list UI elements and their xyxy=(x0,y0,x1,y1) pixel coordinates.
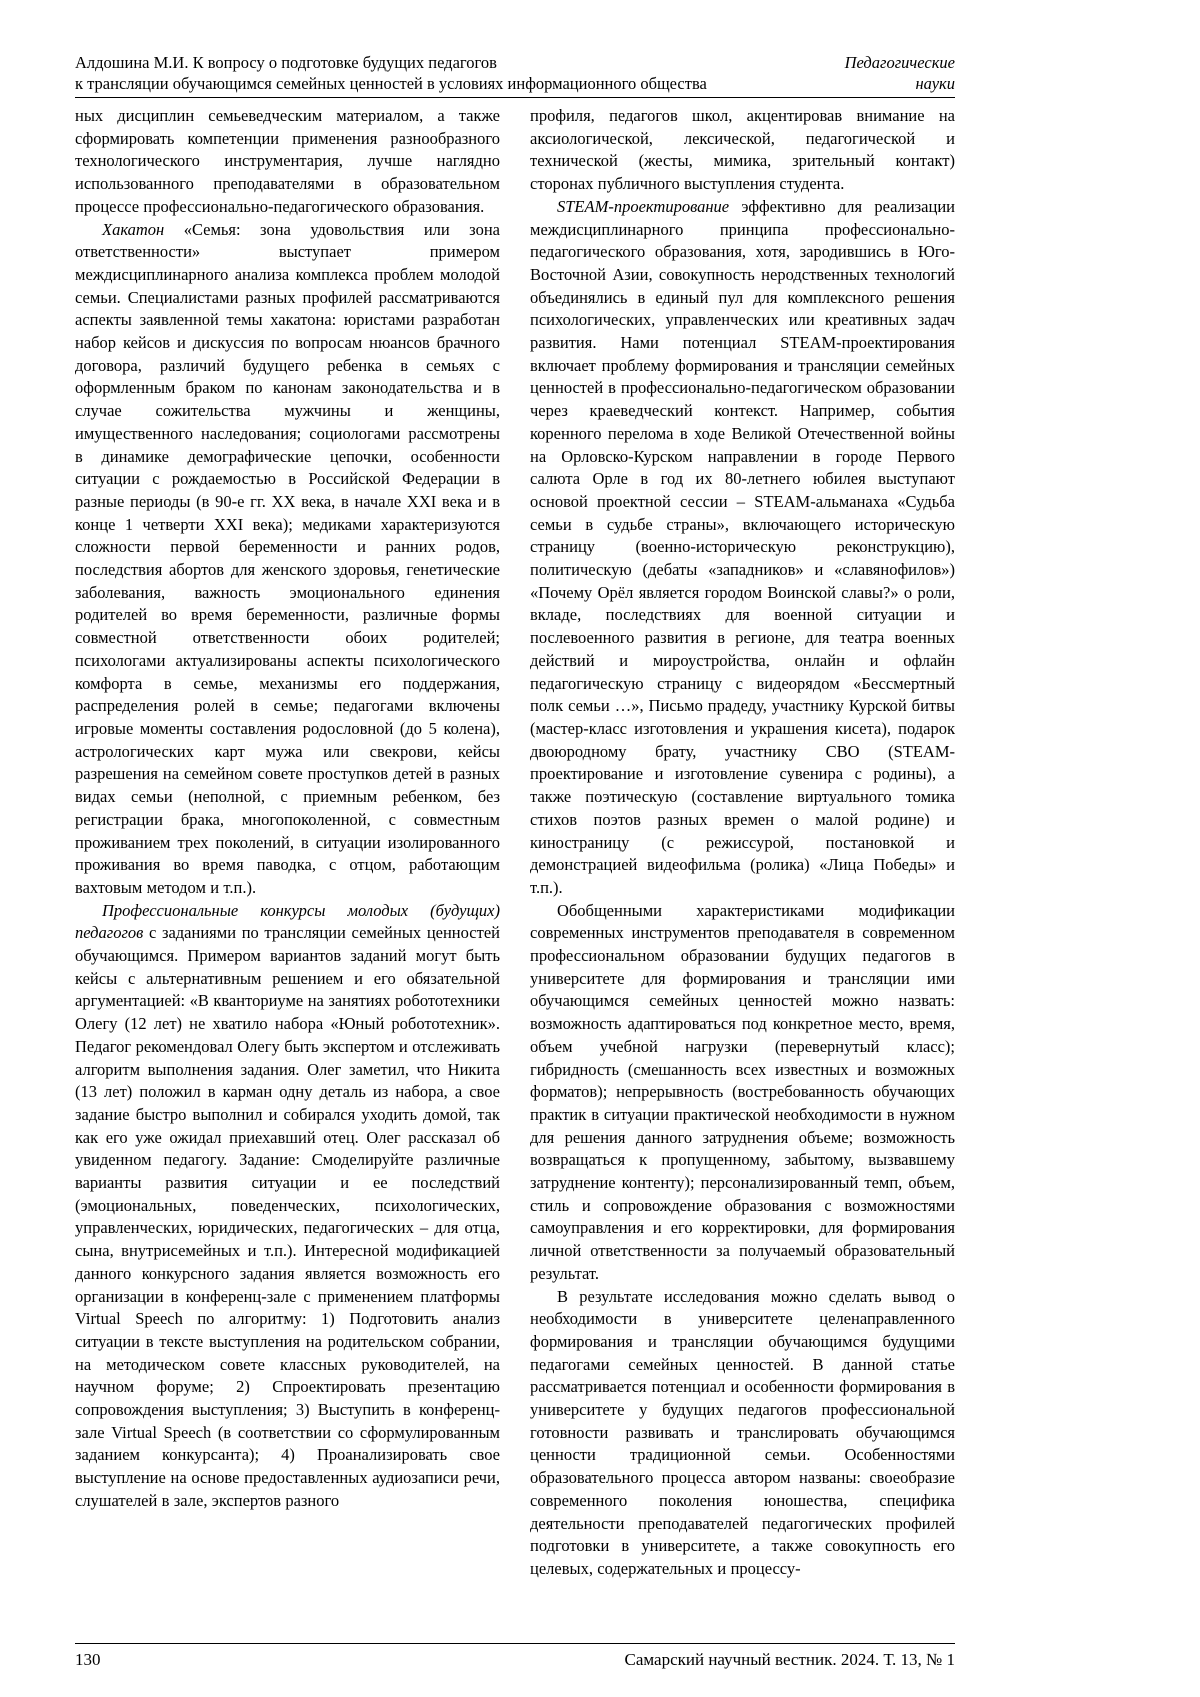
running-head xyxy=(75,52,955,98)
journal-reference: Самарский научный вестник. 2024. Т. 13, № 1 xyxy=(624,1650,955,1669)
footer-rule xyxy=(75,1643,955,1644)
paragraph xyxy=(75,105,500,219)
paragraph xyxy=(530,900,955,1286)
paragraph xyxy=(530,105,955,196)
paragraph xyxy=(75,900,500,1513)
header-rule xyxy=(75,97,955,98)
paragraph-text: Обобщенными характеристиками модификации современных инструментов преподавателя в современном профессиональном образовании будущих педагогов в университете для формирования и трансляции ими обучающимся семейных ценностей можно назвать: возможность адаптироваться под конкретное место, время, объем учебной нагрузки (перевернутый класс); гибридность (смешанность всех известных и возможных форматов); непрерывность (востребованность обучающих практик в ситуации практической необходимости в нужном для решения данного затруднения объеме; возможность возвращаться к пропущенному, забытому, вызвавшему затруднение контенту); персонализированный темп, объем, стиль и сопровождение образования с возможностями самоуправления и его корректировки, для формирования личной ответственности за получаемый образовательный результат. xyxy=(530,900,955,1283)
paragraph-text: В результате исследования можно сделать вывод о необходимости в университете целенаправленного формирования и трансляции обучающимся будущими педагогами семейных ценностей. В данной статье рассматривается потенциал и особенности формирования в университете у будущих педагогов профессиональной готовности развивать и транслировать обучающимся ценности традиционной семьи. Особенностями образовательного процесса автором названы: своеобразие современного поколения юношества, специфика деятельности преподавателей педагогических профилей подготовки в университете, а также совокупность его целевых, содержательных и процессу- xyxy=(530,1286,955,1578)
running-head-row xyxy=(75,52,955,94)
section-label-line1: Педагогические xyxy=(844,53,955,72)
running-head-section xyxy=(845,52,955,94)
paragraph-text: ных дисциплин семьеведческим материалом, а также сформировать компетенции применения разнообразного технологического инструментария, лучше наглядно использованного преподавателями в образовательном процессе профессионально-педагогического образования. xyxy=(75,106,500,216)
column-right xyxy=(530,105,955,1581)
footer-row xyxy=(75,1649,955,1671)
running-head-title xyxy=(75,52,707,94)
running-head-line2: к трансляции обучающимся семейных ценностей в условиях информационного общества xyxy=(75,74,707,93)
section-label-line2: науки xyxy=(915,74,955,93)
article-body xyxy=(75,105,955,1581)
page-number: 130 xyxy=(75,1650,101,1669)
paragraph-text: с заданиями по трансляции семейных ценностей обучающимся. Примером вариантов заданий могут быть кейсы с альтернативным решением и его обязательной аргументацией: «В кванториуме на занятиях робототехники Олегу (12 лет) не хватило набора «Юный робототехник». Педагог рекомендовал Олегу быть экспертом и отслеживать алгоритм выполнения задания. Олег заметил, что Никита (13 лет) положил в карман одну деталь из набора, а свое задание быстро выполнил и собирался уходить домой, так как его уже ожидал приехавший отец. Олег рассказал об увиденном педагогу. Задание: Смоделируйте различные варианты развития ситуации и ее последствий (эмоциональных, поведенческих, психологических, управленческих, юридических, педагогических – для отца, сына, внутрисемейных и т.п.). Интересной модификацией данного конкурсного задания является возможность его организации в конференц-зале с применением платформы Virtual Speech по алгоритму: 1) Подготовить анализ ситуации в тексте выступления на родительском собрании, на методическом совете классных руководителей, на научном форуме; 2) Спроектировать презентацию сопровождения выступления; 3) Выступить в конференц-зале Virtual Speech (в соответствии со сформулированным заданием конкурсанта); 4) Проанализировать свое выступление на основе предоставленных аудиозаписи речи, слушателей в зале, экспертов разного xyxy=(75,923,500,1510)
paragraph xyxy=(530,1286,955,1581)
paragraph-text: профиля, педагогов школ, акцентировав внимание на аксиологической, лексической, педагогической и технической (жесты, мимика, зрительный контакт) сторонах публичного выступления студента. xyxy=(530,106,955,194)
column-left xyxy=(75,105,500,1581)
page-footer xyxy=(75,1643,955,1671)
paragraph xyxy=(75,219,500,900)
paragraph-lead-italic: Хакатон xyxy=(102,219,165,239)
paragraph-lead-italic: Профессиональные конкурсы молодых (будущих) педагогов xyxy=(75,900,500,943)
paragraph-text: эффективно для реализации междисциплинарного принципа профессионально-педагогического образования, хотя, зародившись в Юго-Восточной Азии, совокупность неродственных технологий объединялись в единый пул для комплексного решения психологических, управленческих или креативных задач развития. Нами потенциал STEAM-проектирования включает проблему формирования и трансляции семейных ценностей в профессионально-педагогическом образовании через краеведческий контекст. Например, события коренного перелома в ходе Великой Отечественной войны на Орловско-Курском направлении в городе Первого салюта Орле в год их 80-летнего юбилея выступают основой проектной сессии – STEAM-альманаха «Судьба семьи в судьбе страны», включающего историческую страницу (военно-историческую реконструкцию), политическую (дебаты «западников» и «славянофилов») «Почему Орёл является городом Воинской славы?» о роли, вкладе, последствиях для военной ситуации и послевоенного развития в регионе, для театра военных действий и мироустройства, онлайн и офлайн педагогическую страницу с видеорядом «Бессмертный полк семьи …», Письмо прадеду, участнику Курской битвы (мастер-класс изготовления и украшения кисета), подарок двоюродному брату, участнику СВО (STEAM-проектирование и изготовление сувенира с родины), а также поэтическую (составление виртуального томика стихов поэтов разных времен о малой родине) и киностраницу (с режиссурой, постановкой и демонстрацией видеофильма (ролика) «Лица Победы» и т.п.). xyxy=(530,196,955,897)
running-head-line1: Алдошина М.И. К вопросу о подготовке будущих педагогов xyxy=(75,53,497,72)
paragraph-text: «Семья: зона удовольствия или зона ответственности» выступает примером междисциплинарного анализа комплекса проблем молодой семьи. Специалистами разных профилей рассматриваются аспекты заявленной темы хакатона: юристами разработан набор кейсов и дискуссия по вопросам нюансов брачного договора, различий будущего ребенка в семьях с оформленным браком по канонам законодательства и в случае сожительства мужчины и женщины, имущественного наследования; социологами рассмотрены в динамике демографические цепочки, особенности ситуации с рождаемостью в Российской Федерации в разные периоды (в 90-е гг. XX века, в начале XXI века и в конце 1 четверти XXI века); медиками характеризуются сложности первой беременности и ранних родов, последствия абортов для женского здоровья, генетические заболевания, важность эмоционального единения родителей во время беременности, различные формы совместной ответственности обоих родителей; психологами актуализированы аспекты психологического комфорта в семье, механизмы его поддержания, распределения ролей в семье; педагогами включены игровые моменты составления родословной (до 5 колена), астрологических карт мужа или свекрови, кейсы разрешения на семейном совете проступков детей в разных видах семьи (неполной, с приемным ребенком, без регистрации брака, многопоколенной, с совместным проживанием трех поколений, в ситуации изолированного проживания во время паводка, с отцом, работающим вахтовым методом и т.п.). xyxy=(75,219,500,897)
paragraph-lead-italic: STEAM-проектирование xyxy=(557,196,730,216)
paragraph xyxy=(530,196,955,900)
